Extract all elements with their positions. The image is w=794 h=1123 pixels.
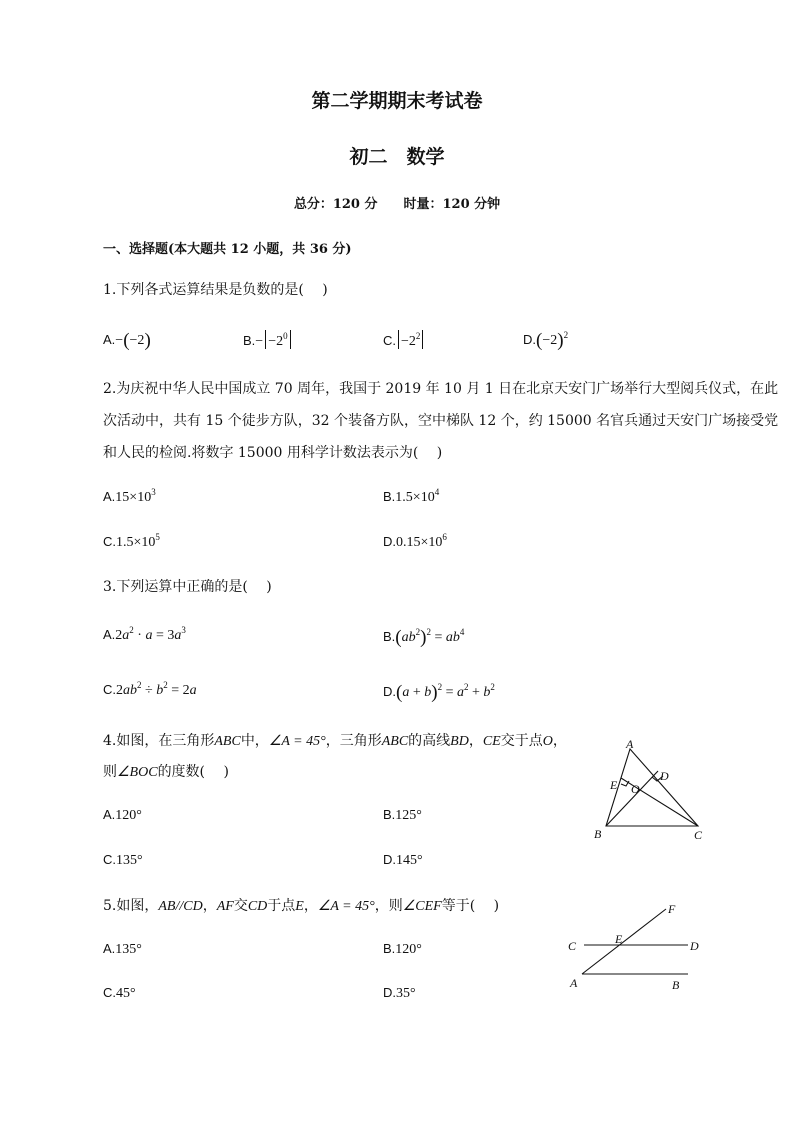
fig5-label-b: B bbox=[672, 978, 680, 992]
q2-option-a: $A.15\times 10^3$ bbox=[103, 487, 156, 505]
q5-text: ， bbox=[303, 898, 318, 914]
question-2-line-2: 次活动中，共有 15 个徒步方队，32 个装备方队，空中梯队 12 个，约 15000 名官兵通过天安门广场接受党 bbox=[103, 413, 779, 429]
q1-option-a: A.−(−2) bbox=[103, 330, 151, 351]
q5-text: 5.如图， bbox=[103, 898, 159, 914]
q2-option-b: $B.1.5\times 10^4$ bbox=[383, 487, 440, 505]
option-value: 35° bbox=[396, 986, 416, 1001]
q4-text: 中， bbox=[240, 733, 269, 749]
fig4-label-e: E bbox=[610, 778, 618, 792]
question-4-line-2 bbox=[103, 764, 229, 781]
option-label: C. bbox=[103, 985, 116, 1000]
option-label: D. bbox=[523, 332, 536, 347]
q5-text: ，则 bbox=[374, 898, 403, 914]
q5-point-e: E bbox=[295, 899, 304, 914]
option-label: C. bbox=[103, 852, 116, 867]
q5-angle-cef: ∠CEF bbox=[402, 899, 442, 914]
q4-text: 4.如图，在三角形 bbox=[103, 733, 215, 749]
q5-parallel-lines: AB//CD bbox=[158, 899, 203, 914]
option-label: A. bbox=[103, 489, 116, 504]
option-label: C. bbox=[383, 333, 396, 348]
q5-option-b bbox=[383, 941, 422, 958]
option-value: 45° bbox=[116, 986, 136, 1001]
option-label: B. bbox=[243, 333, 256, 348]
fig4-label-a: A bbox=[626, 737, 634, 751]
q2-option-c: $C.1.5\times 10^5$ bbox=[103, 532, 160, 550]
q4-option-a bbox=[103, 807, 142, 824]
q1-option-c: C. $-2^2$ bbox=[383, 330, 425, 350]
q3-option-b: $B.(ab^2)^2 = ab^4$ bbox=[383, 627, 465, 648]
question-2-line-1: 2.为庆祝中华人民中国成立 70 周年，我国于 2019 年 10 月 1 日在北京天安门广场举行大型阅兵仪式，在此 bbox=[103, 381, 779, 397]
option-label: A. bbox=[103, 941, 116, 956]
exam-title: 第二学期期末考试卷 bbox=[311, 90, 483, 112]
option-value: 145° bbox=[396, 853, 423, 868]
q4-option-b bbox=[383, 807, 422, 824]
exam-meta: 总分：120 分 时量：120 分钟 bbox=[293, 197, 501, 212]
q4-angle-boc: ∠BOC bbox=[117, 765, 158, 780]
question-1-stem: 1.下列各式运算结果是负数的是( ) bbox=[103, 282, 328, 298]
q5-line-cd: CD bbox=[247, 899, 268, 914]
fig5-label-d: D bbox=[690, 939, 699, 953]
q4-text: ，三角形 bbox=[325, 733, 382, 749]
option-label: D. bbox=[383, 852, 396, 867]
fig5-label-e: E bbox=[615, 932, 623, 946]
q2-option-d: $D.0.15\times 10^6$ bbox=[383, 532, 447, 550]
option-value: 135° bbox=[115, 942, 142, 957]
fig4-label-d: D bbox=[660, 769, 669, 783]
q5-text: 等于( ) bbox=[441, 898, 500, 914]
fig5-label-c: C bbox=[568, 939, 577, 953]
option-value: 125° bbox=[395, 808, 422, 823]
fig4-label-b: B bbox=[594, 827, 602, 841]
question-2-line-3: 和人民的检阅.将数字 15000 用科学计数法表示为( ) bbox=[103, 445, 443, 461]
option-label: B. bbox=[383, 629, 396, 644]
q5-parallel-figure bbox=[560, 896, 710, 996]
option-label: C. bbox=[103, 682, 116, 697]
q3-option-d: $D.(a + b)^2 = a^2 + b^2$ bbox=[383, 682, 495, 703]
q1-option-d: $D.(-2)^2$ bbox=[523, 330, 569, 351]
option-label: D. bbox=[383, 684, 396, 699]
option-value: 135° bbox=[116, 853, 143, 868]
q1-option-b: $B.- -2^0$ bbox=[243, 330, 293, 350]
q4-triangle-abc: ABC bbox=[381, 734, 409, 749]
option-label: A. bbox=[103, 627, 116, 642]
q5-option-c bbox=[103, 985, 136, 1002]
q4-segment-bd: BD bbox=[450, 734, 469, 749]
option-label: B. bbox=[383, 941, 396, 956]
q5-text: ， bbox=[202, 898, 217, 914]
exam-subtitle: 初二 数学 bbox=[349, 146, 445, 168]
q4-angle-a: ∠A = 45° bbox=[268, 734, 326, 749]
q3-option-a: $A.2a^2 \cdot a = 3a^3$ bbox=[103, 625, 186, 643]
q4-text: ， bbox=[468, 733, 483, 749]
q4-option-d bbox=[383, 852, 423, 869]
option-label: A. bbox=[103, 807, 116, 822]
option-label: D. bbox=[383, 985, 396, 1000]
q4-segment-ce: CE bbox=[482, 734, 501, 749]
q5-option-d bbox=[383, 985, 416, 1002]
q4-text: 交于点 bbox=[500, 733, 543, 749]
q5-option-a bbox=[103, 941, 142, 958]
q4-option-c bbox=[103, 852, 143, 869]
option-label: B. bbox=[383, 807, 396, 822]
option-value: 120° bbox=[395, 942, 422, 957]
option-label: C. bbox=[103, 534, 116, 549]
option-value: 120° bbox=[115, 808, 142, 823]
option-label: D. bbox=[383, 534, 396, 549]
q5-text: 交 bbox=[233, 898, 248, 914]
option-label: B. bbox=[383, 489, 396, 504]
q4-text: ， bbox=[552, 733, 567, 749]
fig5-label-f: F bbox=[668, 902, 676, 916]
q5-text: 于点 bbox=[267, 898, 296, 914]
q4-triangle-figure bbox=[586, 735, 716, 847]
question-5-stem bbox=[103, 898, 499, 915]
fig4-label-o: O bbox=[631, 782, 640, 796]
q4-point-o: O bbox=[542, 734, 553, 749]
question-3-stem: 3.下列运算中正确的是( ) bbox=[103, 579, 272, 595]
fig5-label-a: A bbox=[570, 976, 578, 990]
question-4-line-1 bbox=[103, 733, 567, 750]
option-label: A. bbox=[103, 332, 116, 347]
q4-triangle-abc: ABC bbox=[214, 734, 241, 749]
q5-segment-af: AF bbox=[216, 899, 234, 914]
q3-option-c: $C.2ab^2 \div b^2 = 2a$ bbox=[103, 680, 197, 698]
q5-angle-a: ∠A = 45° bbox=[317, 899, 375, 914]
q4-text: 则 bbox=[103, 764, 117, 780]
section-heading: 一、选择题(本大题共 12 小题，共 36 分) bbox=[103, 242, 352, 257]
fig4-label-c: C bbox=[694, 828, 703, 842]
q4-text: 的度数( ) bbox=[157, 764, 229, 780]
q4-text: 的高线 bbox=[408, 733, 451, 749]
